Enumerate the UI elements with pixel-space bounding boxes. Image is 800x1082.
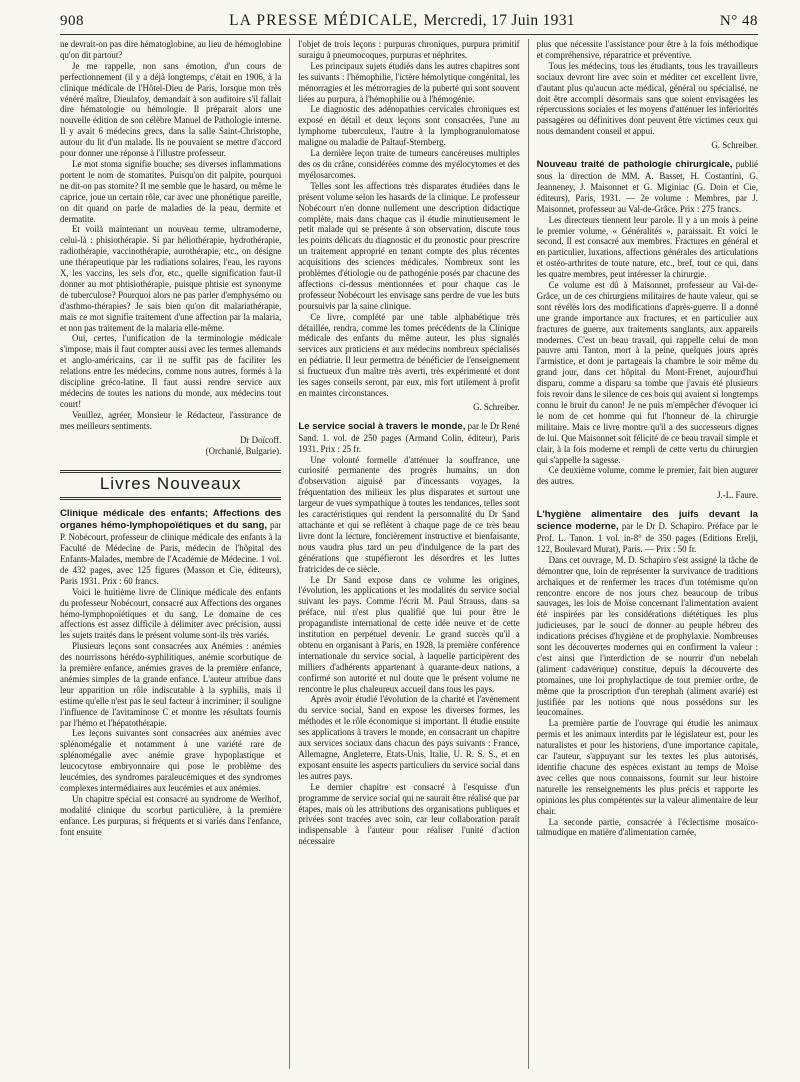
- paragraph: Tous les médecins, tous les étudiants, tous les travailleurs sociaux devront lire avec soin et méditer cet excellent livre, d'autant plus qu'aucun acte médical, général ou spécialisé, ne doit être accompli désormais sans que soient envisagées les répercussions sociales et les moyens d'atténuer les infériorités passagères ou définitives dont peuvent être victimes ceux qui nous demandent conseil et appui.: [536, 60, 758, 137]
- text-columns: [60, 39, 758, 1069]
- paragraph: Après avoir étudié l'évolution de la charité et l'avènement du service social, Sand en expose les diverses formes, les méthodes et le rôle économique si important. Il étudie ensuite ses applications à travers le monde, en consacrant un chapitre aux services sociaux dans chacun des pays suivants : France, Allemagne, Angleterre, Etats-Unis, Italie, U. R. S. S., et en exposant ensuite les aspects particuliers du service social dans les autres pays.: [298, 694, 520, 781]
- paragraph: Le diagnostic des adénopathies cervicales chroniques est exposé en détail et deux leçons sont consacrées, l'une au lymphome tuberculeux, l'autre à la lymphogranulomatose maligne ou maladie de Paltauf-Sternberg.: [298, 104, 520, 148]
- book-heading: [537, 159, 758, 215]
- review-signature: G. Schreiber.: [711, 140, 758, 151]
- paragraph: l'objet de trois leçons : purpuras chroniques, purpura primitif suraigu à pneumocoques, purpuras et néphrites.: [298, 39, 520, 60]
- column-1: [60, 39, 281, 1069]
- journal-name: LA PRESSE MÉDICALE,: [229, 12, 419, 29]
- paragraph: Plusieurs leçons sont consacrées aux Anémies : anémies des nourrissons hérédo-syphilitiques, anémie scorbutique de la première enfance, anémies graves de la première enfance, anémies simples de la grande enfance. L'auteur attribue dans leur apparition un rôle indiscutable à la syphilis, mais il estime qu'elle n'est pas le seul facteur à incriminer; il souligne l'influence de l'avitaminose C et montre les résultats fournis par l'hémo et l'hépatothérapie.: [60, 641, 282, 728]
- paragraph: Le Dr Sand expose dans ce volume les origines, l'évolution, les applications et les modalités du service social suivant les pays. Comme l'écrit M. Paul Strauss, dans sa préface, nul n'est plus qualifié que lui pour être le propagandiste international de cette idée neuve et de cette institution en perpétuel devenir. Le grand succès qu'il a obtenu en organisant à Paris, en 1928, la première conférence internationale du service social, à laquelle participèrent des milliers d'adhérents appartenant à quarante-deux nations, a confirmé son autorité et nul doute que le présent volume ne rencontre le plus chaleureux accueil dans tous les pays.: [298, 574, 520, 694]
- paragraph: Une volonté formelle d'atténuer la souffrance, une curiosité permanente des progrès humains, un don d'observation aiguisé par d'incessants voyages, la fréquentation des milieux les plus disparates et surtout une largeur de vues sympathique à toutes les tendances, telles sont les caractéristiques qui rendent la personnalité du Dr Sand attachante et qui se reflètent à chaque page de ce très beau livre dont la lecture, foncièrement instructive et bienfaisante, nous vaudra plus tard un peu d'indulgence de la part des générations que stupéfieront les désordres et les luttes fratricides de ce siècle.: [298, 454, 520, 574]
- book-reference: par le Dr René Sand. 1. vol. de 250 pages (Armand Colin, éditeur), Paris 1931. Prix : 25 fr.: [298, 420, 520, 454]
- paragraph: Ce deuxième volume, comme le premier, fait bien augurer des autres.: [536, 465, 758, 487]
- book-reference: publié sous la direction de MM. A. Basset, H. Costantini, G. Jeanneney, J. Maisonnet et G. Miginiac (G. Doin et Cie, éditeurs), Paris, 1931. — 2e volume : Membres, par J. Maisonnet, professeur au Val-de-Grâce. Prix : 275 francs.: [536, 159, 758, 214]
- journal-title-line: [229, 12, 575, 30]
- paragraph: Voici le huitième livre de Clinique médicale des enfants du professeur Nobécourt, consacré aux Affections des organes hémo-lymphopoïétiques et du sang. Le domaine de ces affections est assez difficile à délimiter avec précision, aussi les sujets traités dans le présent volume sont-ils très variés.: [60, 586, 282, 641]
- column-3: [528, 39, 758, 1069]
- page-number: 908: [60, 13, 84, 29]
- paragraph: La première partie de l'ouvrage qui étudie les animaux permis et les animaux interdits par le législateur est, pour les naturalistes et pour les historiens, d'une importance capitale, car l'auteur, s'appuyant sur les textes les plus autorisés, identifie chacune des espèces existant au temps de Moïse avec celles que nous connaissons, fournit sur leur histoire naturelle les renseignements les plus précis et rapporte les opinions les plus compétentes sur la valeur alimentaire de leur chair.: [536, 718, 758, 816]
- book-heading: [537, 509, 758, 555]
- book-heading: [60, 508, 281, 586]
- issue-date: Mercredi, 17 Juin 1931: [423, 12, 575, 29]
- paragraph: Dans cet ouvrage, M. D. Schapiro s'est assigné la tâche de démontrer que, loin de représenter la survivance de traditions archaïques et de renfermer les traces d'un totémisme qu'on rencontre encore de nos jours chez beaucoup de tribus sauvages, les lois de Moïse concernant l'alimentation avaient été inspirées par les considérations diététiques les plus judicieuses, par le souci de donner au peuple hébreu des indications précises d'hygiène et de prophylaxie. Nombreuses sont les découvertes modernes qui en confirment la valeur : c'est ainsi que l'interdiction de se nourrir d'un nebelah (aliment cadavérique) constitue, depuis la découverte des ptomaïnes, une loi prophylactique de tout premier ordre, de même que la proscription d'un terephah (aliment avarié) est justifiée par les notions que nous possédons sur les leucomaïnes.: [536, 554, 758, 718]
- paragraph: Oui, certes, l'unification de la terminologie médicale s'impose, mais il faut compter aussi avec les termes allemands et anglo-américains, car il ne suffit pas de faciliter les relations entre les médecins, comme nous autres, formés à la discipline gréco-latine. Il faut aussi rendre service aux médecins de toutes les nations du monde, aux médecins tout court!: [60, 333, 282, 409]
- paragraph: Veuillez, agréer, Monsieur le Rédacteur, l'assurance de mes meilleurs sentiments.: [60, 409, 282, 431]
- paragraph: Le mot stoma signifie bouche; ses diverses inflammations portent le nom de stomatites. Puisqu'on dit palpite, pourquoi ne dit-on pas stomite? Il me semble que le hasard, ou même le caprice, joue un certain rôle, car avec une phonétique pareille, on dit quand on parle de maladies de la peau, dermite et dermatite.: [60, 158, 282, 224]
- book-title: Nouveau traité de pathologie chirurgicale,: [536, 159, 733, 171]
- paragraph: Un chapitre spécial est consacré au syndrome de Werlhof, modalité clinique du scorbut particulière, à la première enfance. Les purpuras, si fréquents et si variés dans l'enfance, font ensuite: [60, 793, 282, 837]
- paragraph: La seconde partie, consacrée à l'éclectisme mosaïco-talmudique en matière d'alimentation carnée,: [536, 816, 758, 838]
- paragraph: Les directeurs tiennent leur parole. Il y a un mois à peine le premier volume, « Généralités », paraissait. Et voici le second. Il est consacré aux membres. Fractures en général et en particulier, luxations, affections générales des articulations et ostéo-arthrites de toute nature, etc., bref, tout ce qui, dans les quatre membres, peut intéresser la chirurgie.: [536, 214, 758, 280]
- section-title: Livres Nouveaux: [60, 470, 281, 500]
- book-title: L'hygiène alimentaire des juifs devant la science moderne,: [536, 509, 758, 533]
- letter-signature-place: (Orchanié, Bulgarie).: [205, 445, 282, 456]
- paragraph: Et voilà maintenant un nouveau terme, ultramoderne, celui-là : phisiothérapie. Si par héliothérapie, hydrothérapie, radiothérapie, vaccinothérapie, aurothérapie, etc., on désigne une thérapeutique par les radiations solaires, l'eau, les rayons X, les vaccins, les sels d'or, etc., quelle signification faut-il donner au mot phtisiothérapie, puisque phtisie est synonyme de tuberculose? Pourquoi alors ne pas parler d'emphysémo ou d'asthmo-thérapies? Je sais bien qu'on dit malariathérapie, mais ce mot signifie traitement d'une affection par la malaria, et non pas traitement de la malaria elle-même.: [60, 224, 282, 333]
- paragraph: Ce livre, complété par une table alphabétique très détaillée, rendra, comme les tomes précédents de la Clinique médicale des enfants du même auteur, les plus signalés services aux praticiens et aux médecins nombreux spécialisés en pédiatrie. Il leur permettra de bénéficier de l'enseignement si fructueux d'un maître très averti, très expérimenté et dont les sages conseils seront, par eux, mis fort utilement à profit en maintes circonstances.: [298, 311, 520, 398]
- column-2: [289, 39, 519, 1069]
- paragraph: Le dernier chapitre est consacré à l'esquisse d'un programme de service social qui ne saurait être réalisé que par étapes, mais où les attributions des organisations publiques et privées sont tracées avec soin, car leur collaboration paraît indispensable à l'auteur pour réaliser l'unité d'action nécessaire: [298, 781, 520, 847]
- book-title: Clinique médicale des enfants; Affections des organes hémo-lymphopoïétiques et du sang,: [60, 508, 282, 532]
- review-signature: J.-L. Faure.: [717, 490, 758, 501]
- paragraph: plus que nécessite l'assistance pour être à la fois méthodique et compréhensive, réparatrice et préventive.: [536, 39, 758, 60]
- book-reference: par le Dr D. Schapiro. Préface par le Prof. L. Tanon. 1 vol. in-8° de 350 pages (Editions Erelji, 122, Boulevard Murat), Paris. — Prix : 50 fr.: [536, 521, 758, 554]
- paragraph: La dernière leçon traite de tumeurs cancéreuses multiples des os du crâne, considérées comme des myélocytomes et des myélosarcomes.: [298, 148, 520, 180]
- book-reference: par P. Nobécourt, professeur de clinique médicale des enfants à la Faculté de Médecine de Paris, médecin de l'hôpital des Enfants-Malades, membre de l'Académie de Médecine. 1 vol. de 432 pages, avec 125 figures (Masson et Cie, éditeurs), Paris 1931. Prix : 60 francs.: [60, 520, 282, 586]
- book-title: Le service social à travers le monde,: [298, 420, 466, 432]
- issue-number: N° 48: [719, 13, 758, 29]
- paragraph: Les principaux sujets étudiés dans les autres chapitres sont les suivants : l'hémophilie, l'ictère hémolytique congénital, les ménorragies et les métrorragies de la puberté qui sont souvent liées au purpura, à l'hémophilie ou à l'hémogénie.: [298, 60, 520, 104]
- book-heading: [298, 421, 519, 455]
- running-header: [60, 12, 758, 35]
- review-signature: G. Schreiber.: [473, 401, 520, 412]
- paragraph: ne devrait-on pas dire hématoglobine, au lieu de hémoglobine qu'on dit partout?: [60, 39, 282, 60]
- paragraph: Ce volume est dû à Maisonnet, professeur au Val-de-Grâce, un de ces chirurgiens militaires de haute valeur, qui se sont révélés lors des modifications d'après-guerre. Il a donné une grande importance aux fractures, et en particulier aux fractures de guerre, aux traitements sanglants, aux appareils modernes. C'est un beau travail, qui rappelle celui de mon pauvre ami Tanton, mort à la peine, quelques jours après l'armistice, et dont je partageais la chambre le soir même du grand jour, dans cet hôpital du Mont-Frenet, aujourd'hui disparu, comme a disparu sa tombe que j'avais été plusieurs fois revoir dans le silence de ces bois qui avaient si longtemps connu le bruit du canon! Je ne puis m'empêcher d'évoquer ici le nom de cet homme qui fut l'honneur de la chirurgie militaire. Mais ce livre montre qu'il a des successeurs dignes de lui. Que Maisonnet soit félicité de ce beau travail simple et clair, à la fois moderne et rempli de cette vertu du chirurgien qui s'appelle la sagesse.: [536, 280, 758, 465]
- letter-signature: Dr Doïcoff.: [240, 434, 282, 445]
- paragraph: Je me rappelle, non sans émotion, d'un cours de perfectionnement (il y a déjà longtemps, c'était en 1906, à la clinique médicale de l'Hôtel-Dieu de Paris, lorsque mon très vénéré maître, Dieulafoy, demandait à son auditoire s'il fallait dire hématologie ou hémologie. Il préparait alors une nouvelle édition de son célèbre Manuel de Pathologie interne. Il y avait 6 médecins grecs, dans la salle Saint-Christophe, autour du lit d'un malade. Ils ne pouvaient se mettre d'accord pour donner une réponse à l'illustre professeur.: [60, 60, 282, 159]
- paragraph: Les leçons suivantes sont consacrées aux anémies avec splénomégalie et notamment à une variété rare de splénomégalie avec anémie grave hypoplastique et leucocytose embryonnaire qui pose le problème des leucémies, des syndromes paraleucémiques et des syndromes complexes intermédiaires aux leucémies et aux anémies.: [60, 728, 282, 793]
- paragraph: Telles sont les affections très disparates étudiées dans le présent volume selon les hasards de la clinique. Le professeur Nobécourt n'en donne nullement une description didactique complète, mais dans chaque cas il étudie minutieusement le petit malade qui se présente à son observation, discute tous les points délicats du diagnostic et du pronostic pour prescrire un traitement approprié en tenant compte des plus récentes acquisitions des sciences médicales. Nombreux sont les problèmes d'étiologie ou de pathogénie posés par chacune des affections ci-dessus mentionnées et pour chaque cas le professeur Nobécourt les envisage sans perdre de vue les buts poursuivis par la saine clinique.: [298, 180, 520, 311]
